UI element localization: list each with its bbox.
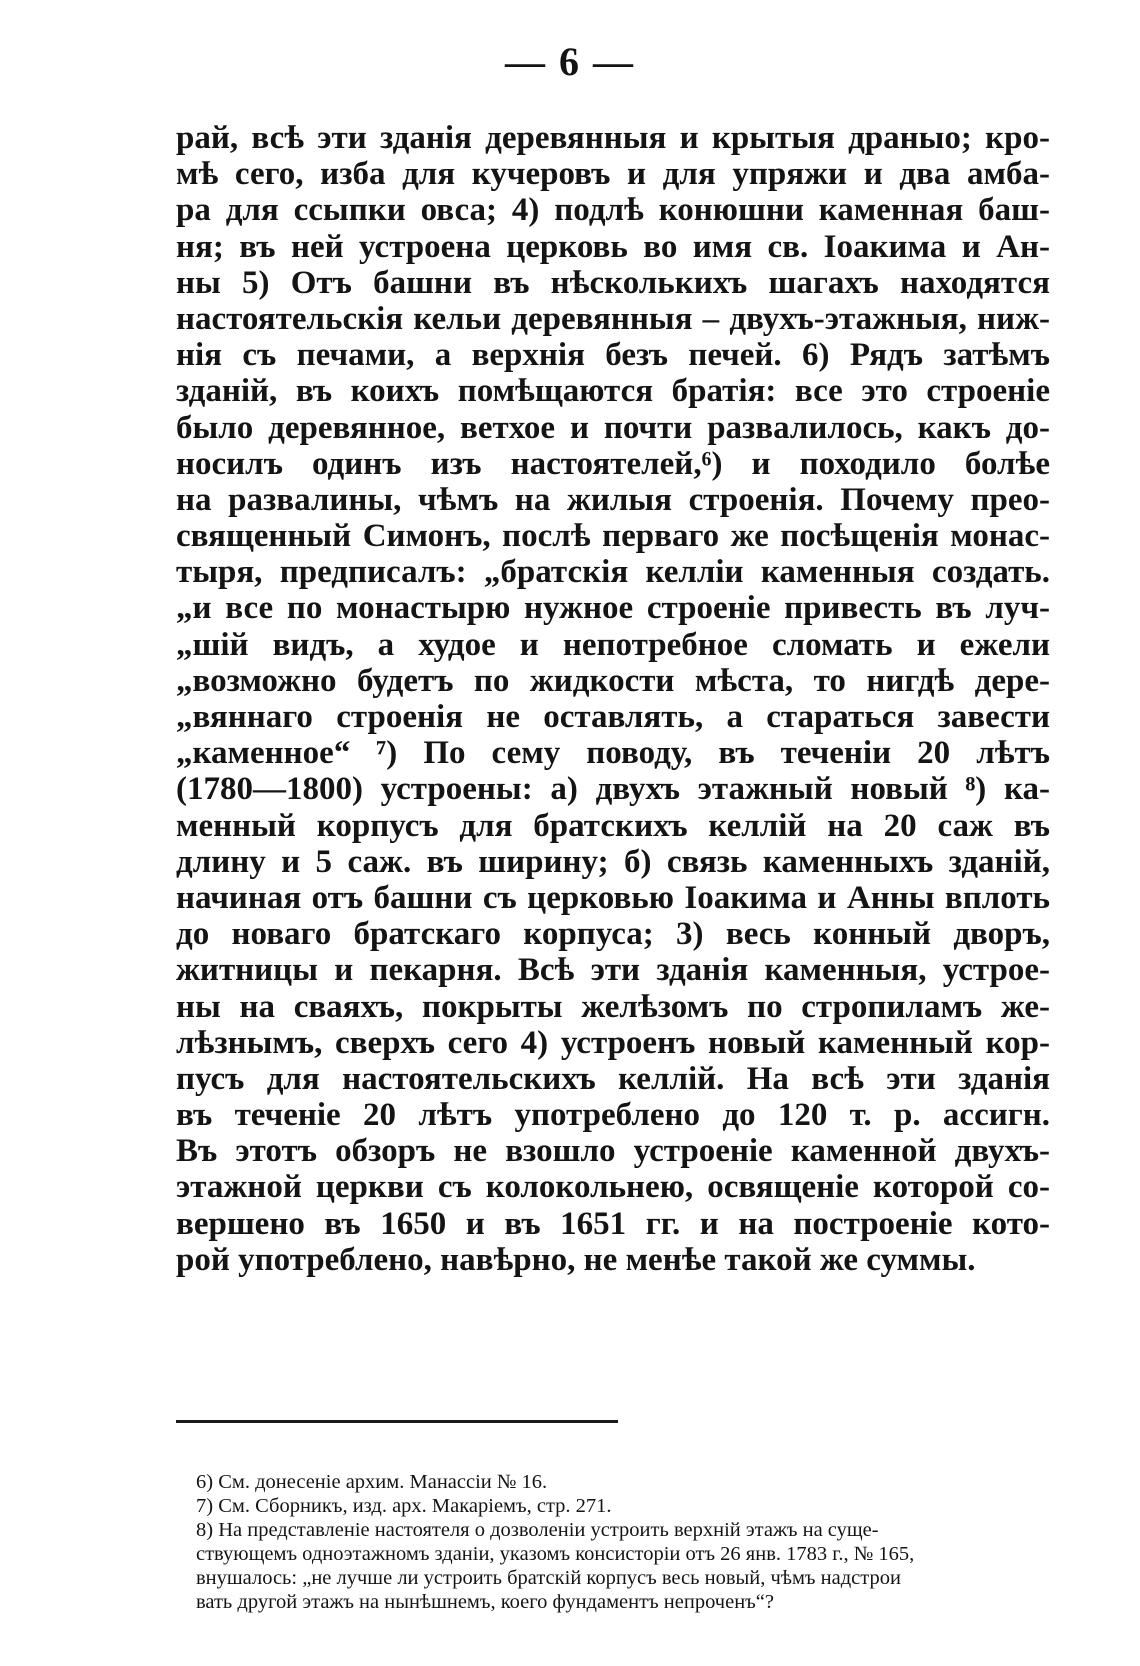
text-line: ра для ссыпки овса; 4) подлѣ конюшни каменная баш- — [176, 192, 1050, 229]
text-line: „и все по монастырю нужное строеніе привесть въ луч- — [176, 590, 1050, 627]
text-line: до новаго братскаго корпуса; 3) весь конный дворъ, — [176, 916, 1050, 953]
text-line: „вяннаго строенія не оставлять, а стараться завести — [176, 699, 1050, 735]
footnote-8-line-4: вать другой этажъ на нынѣшнемъ, коего фундаментъ непроченъ“? — [196, 1591, 774, 1613]
text-line: на развалины, чѣмъ на жилыя строенія. Почему прео- — [176, 481, 1050, 518]
text-line: „каменное“ ⁷) По сему поводу, въ теченіи 20 лѣтъ — [176, 735, 1050, 772]
text-line: тыря, предписалъ: „братскія келліи каменныя создать. — [176, 554, 1050, 591]
text-line: ны 5) Отъ башни въ нѣсколькихъ шагахъ находятся — [176, 264, 1050, 301]
footnote-8-line-3: внушалось: „не лучше ли устроить братскій корпусъ весь новый, чѣмъ надстрои — [196, 1567, 901, 1589]
text-line: менный корпусъ для братскихъ келлій на 20 саж въ — [176, 807, 1050, 844]
text-line: пусъ для настоятельскихъ келлій. На всѣ эти зданія — [176, 1060, 1050, 1097]
main-text — [176, 120, 1050, 1278]
footnote-8: 8) На представленіе настоятеля о дозволеніи устроить верхній этажъ на суще- — [196, 1519, 879, 1541]
text-line: житницы и пекарня. Всѣ эти зданія каменныя, устрое- — [176, 952, 1050, 989]
footnotes — [196, 1470, 1054, 1614]
text-line: мѣ сего, изба для кучеровъ и для упряжи и два амба- — [176, 156, 1050, 193]
text-line: нія съ печами, а верхнія безъ печей. 6) Рядъ затѣмъ — [176, 337, 1050, 374]
text-line: священный Симонъ, послѣ перваго же посѣщенія монас- — [176, 518, 1050, 555]
text-line: длину и 5 саж. въ ширину; б) связь каменныхъ зданій, — [176, 843, 1050, 880]
text-line: лѣзнымъ, сверхъ сего 4) устроенъ новый каменный кор- — [176, 1024, 1050, 1061]
footnote-7: 7) См. Сборникъ, изд. арх. Макаріемъ, стр. 271. — [196, 1495, 612, 1517]
text-line: ня; въ ней устроена церковь во имя св. Іоакима и Ан- — [176, 228, 1050, 265]
text-line: рой употреблено, навѣрно, не менѣе такой же суммы. — [176, 1241, 976, 1278]
page-number: — 6 — — [505, 39, 635, 84]
text-line: вершено въ 1650 и въ 1651 гг. и на построеніе кото- — [176, 1205, 1050, 1242]
text-line: было деревянное, ветхое и почти развалилось, какъ до- — [176, 409, 1050, 446]
text-line: (1780—1800) устроены: а) двухъ этажный новый ⁸) ка- — [176, 771, 1050, 808]
text-line: этажной церкви съ колокольнею, освященіе которой со- — [176, 1169, 1050, 1206]
text-line: „возможно будетъ по жидкости мѣста, то нигдѣ дере- — [176, 662, 1050, 699]
text-line: ны на сваяхъ, покрыты желѣзомъ по стропиламъ же- — [176, 988, 1050, 1025]
text-line: въ теченіе 20 лѣтъ употреблено до 120 т. р. ассигн. — [176, 1097, 1050, 1134]
text-line: настоятельскія кельи деревянныя – двухъ-этажныя, ниж- — [176, 300, 1050, 337]
text-line: начиная отъ башни съ церковью Іоакима и Анны вплоть — [176, 879, 1050, 916]
text-line: Въ этотъ обзоръ не взошло устроеніе каменной двухъ- — [176, 1133, 1050, 1170]
footnote-8-line-2: ствующемъ одноэтажномъ зданіи, указомъ консисторіи отъ 26 янв. 1783 г., № 165, — [196, 1543, 915, 1565]
text-line: „шій видъ, а худое и непотребное сломать и ежели — [176, 626, 1050, 663]
text-line: зданій, въ коихъ помѣщаются братія: все это строеніе — [176, 373, 1050, 410]
text-line: носилъ одинъ изъ настоятелей,⁶) и походило болѣе — [176, 445, 1050, 482]
footnote-separator — [176, 1420, 618, 1423]
text-line: рай, всѣ эти зданія деревянныя и крытыя драныо; кро- — [176, 120, 1050, 156]
footnote-6: 6) См. донесеніе архим. Манассіи № 16. — [196, 1471, 548, 1493]
